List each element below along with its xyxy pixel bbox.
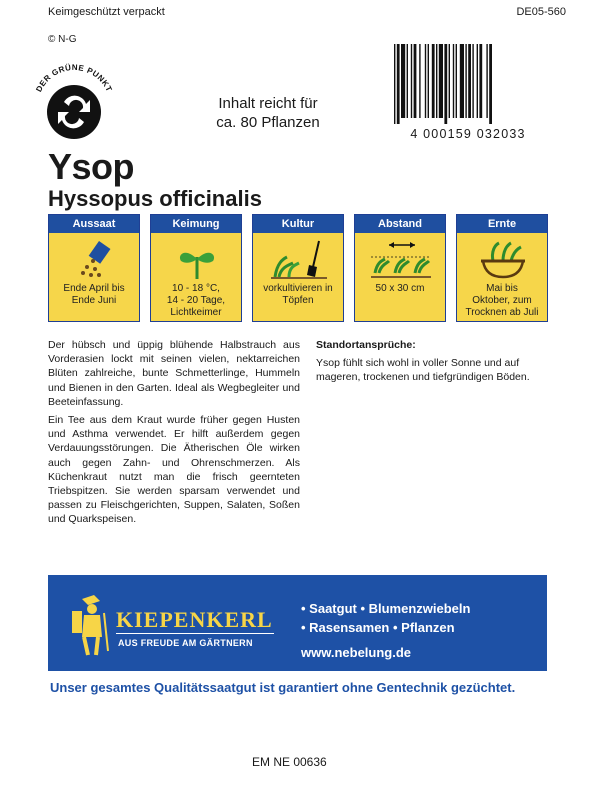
website-link[interactable]: www.nebelung.de [301, 645, 412, 660]
barcode-bar [489, 44, 492, 124]
brand-name: KIEPENKERL [116, 607, 273, 632]
description-p2: Ein Tee aus dem Kraut wurde früher gegen Husten und Asthma verwendet. Er hilft außerdem gegen Verdauungsstörungen. Die Ätherischen Öle wirken auch gegen Zahn- und Ohrenschmerzen. Als Küchenkraut nutzt man die frisch geernteten Triebspitzen. Sie werden sparsam verwendet und passen zu Fleischgerichten, Suppen, Salaten, Soßen und Quarkspeisen. [48, 414, 300, 526]
info-cards [48, 214, 551, 322]
kiepenkerl-logo [68, 593, 274, 657]
barcode-bar [394, 44, 395, 124]
barcode-bar [444, 44, 447, 124]
barcode-bar [407, 44, 408, 118]
barcode-bar [439, 44, 443, 118]
barcode-bar [428, 44, 429, 118]
barcode-bar [419, 44, 420, 118]
card-line3: Trocknen ab Juli [465, 307, 539, 318]
barcode-bar [411, 44, 412, 118]
barcode-bar [456, 44, 457, 118]
card-line1: Ende April bis [63, 283, 125, 294]
product-name: Ysop [48, 146, 135, 187]
kiepenkerl-figure-icon [68, 593, 112, 657]
card-aussaat [48, 214, 140, 322]
barcode-bar [436, 44, 437, 118]
order-number: EM NE 00636 [252, 755, 327, 769]
article-code: DE05-560 [516, 6, 566, 18]
shovel-plants-icon [269, 237, 329, 281]
description [48, 338, 300, 531]
standort-section [316, 338, 556, 389]
inhalt-line1: Inhalt reicht für [218, 95, 318, 112]
brand-divider [116, 633, 274, 634]
description-p1: Der hübsch und üppig blühende Halbstrauch aus Vorderasien lockt mit seinen vielen, nektarreichen Blüten zahlreiche, bunte Schmetterlinge, Hummeln und Bienen in den Garten. Ideal als Wegbegleiter und Beeteinfassung. [48, 339, 300, 408]
barcode-bar [460, 44, 464, 118]
services-line2: • Rasensamen • Pflanzen [301, 620, 455, 635]
product-latin-name: Hyssopus officinalis [48, 186, 262, 211]
services-line1: • Saatgut • Blumenzwiebeln [301, 601, 471, 616]
barcode-bar [479, 44, 482, 118]
seed-packet-icon [65, 237, 125, 281]
barcode-bar [477, 44, 478, 118]
services-list [301, 599, 470, 662]
barcode-bar [453, 44, 454, 118]
barcode-bar [465, 44, 466, 118]
card-line1: 50 x 30 cm [375, 283, 425, 294]
inhalt-text [196, 94, 340, 132]
harvest-bowl-icon [473, 237, 533, 281]
gentechnik-statement: Unser gesamtes Qualitätssaatgut ist garantiert ohne Gentechnik gezüchtet. [50, 680, 516, 695]
card-line1: 10 - 18 °C, [172, 283, 220, 294]
barcode-bar [449, 44, 450, 118]
card-abstand [354, 214, 446, 322]
kiepenkerl-banner [48, 575, 547, 671]
card-line2: Oktober, zum [472, 295, 532, 306]
card-line3: Lichtkeimer [170, 307, 222, 318]
barcode-bar [472, 44, 473, 118]
card-title: Aussaat [49, 215, 139, 233]
barcode-bar [414, 44, 417, 118]
spacing-icon [359, 237, 443, 281]
barcode-bar [425, 44, 426, 118]
card-line2: 14 - 20 Tage, [166, 295, 226, 306]
barcode-digits: 4 000159 032033 [410, 127, 526, 141]
barcode-bar [397, 44, 400, 124]
card-keimung [150, 214, 242, 322]
card-line1: vorkultivieren in [263, 283, 333, 294]
card-title: Keimung [151, 215, 241, 233]
barcode-bar [468, 44, 471, 118]
inhalt-line2: ca. 80 Pflanzen [216, 114, 320, 131]
card-kultur [252, 214, 344, 322]
standort-title: Standortansprüche: [316, 339, 416, 351]
gruene-punkt-text: DER GRÜNE PUNKT [34, 62, 114, 94]
gruener-punkt-logo-icon [20, 52, 128, 160]
card-line1: Mai bis [486, 283, 518, 294]
card-title: Ernte [457, 215, 547, 233]
card-line2: Töpfen [282, 295, 314, 306]
seedling-icon [167, 237, 227, 281]
barcode-bar [432, 44, 435, 118]
card-title: Kultur [253, 215, 343, 233]
barcode [392, 44, 544, 140]
barcode-bars-icon [392, 44, 544, 124]
card-title: Abstand [355, 215, 445, 233]
standort-text: Ysop fühlt sich wohl in voller Sonne und auf mageren, trockenen und tiefgründigen Böden. [316, 357, 530, 384]
barcode-bar [401, 44, 405, 118]
brand-slogan: AUS FREUDE AM GÄRTNERN [118, 638, 253, 648]
card-ernte [456, 214, 548, 322]
card-line2: Ende Juni [71, 295, 117, 306]
copyright: © N-G [48, 34, 77, 45]
barcode-bar [486, 44, 487, 118]
keimgeschuetzt-label: Keimgeschützt verpackt [48, 6, 165, 18]
